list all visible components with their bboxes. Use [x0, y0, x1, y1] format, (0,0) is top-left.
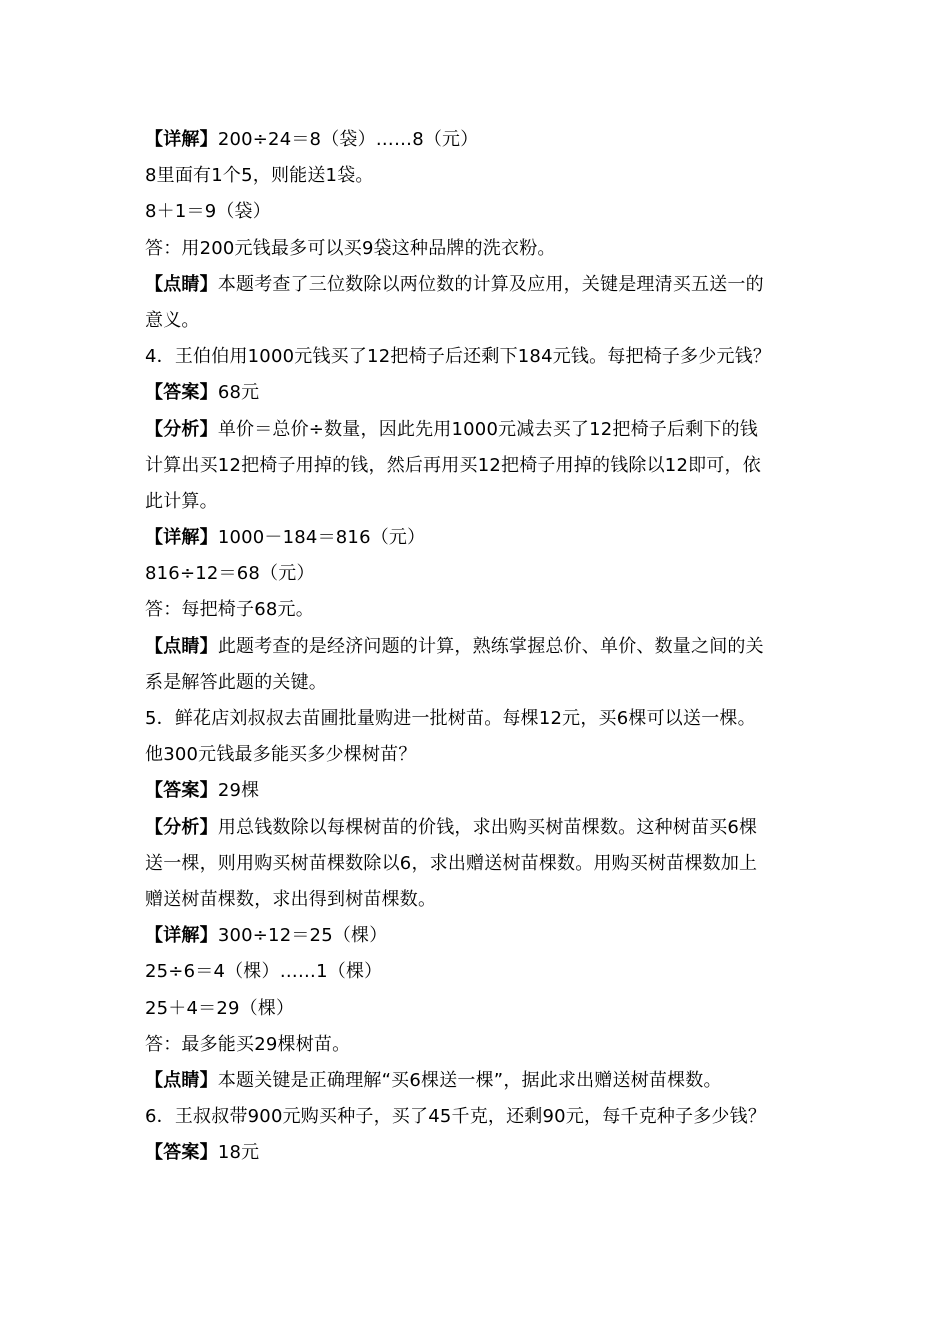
line-text: 意义。: [145, 309, 200, 331]
line-text: 答：用200元钱最多可以买9袋这种品牌的洗衣粉。: [145, 237, 556, 259]
line-text: 300÷12＝25（棵）: [217, 925, 388, 947]
line-text: 25÷6＝4（棵）……1（棵）: [145, 961, 383, 983]
line-text: 此题考查的是经济问题的计算，熟练掌握总价、单价、数量之间的关: [217, 635, 764, 657]
section-label: 【详解】: [145, 925, 218, 947]
line-text: 他300元钱最多能买多少棵树苗？: [145, 744, 417, 766]
line-text: 赠送树苗棵数，求出得到树苗棵数。: [145, 888, 437, 910]
line-text: 答：最多能买29棵树苗。: [145, 1033, 351, 1055]
text-line: [145, 158, 825, 194]
line-text: 本题考查了三位数除以两位数的计算及应用，关键是理清买五送一的: [217, 273, 764, 295]
line-text: 答：每把椅子68元。: [145, 599, 314, 621]
text-line: [145, 592, 825, 628]
question-line: [145, 737, 825, 773]
text-line: [145, 954, 825, 990]
text-line: [145, 773, 825, 809]
text-line: [145, 520, 825, 556]
line-text: 68元: [217, 382, 260, 404]
text-line: [145, 882, 825, 918]
section-label: 【答案】: [145, 780, 218, 802]
line-text: 25＋4＝29（棵）: [145, 997, 295, 1019]
line-text: 816÷12＝68（元）: [145, 563, 315, 585]
line-text: 单价＝总价÷数量，因此先用1000元减去买了12把椅子后剩下的钱: [217, 418, 759, 440]
section-label: 【答案】: [145, 1142, 218, 1164]
text-line: [145, 918, 825, 954]
line-text: 18元: [217, 1142, 260, 1164]
text-line: [145, 629, 825, 665]
text-line: [145, 1027, 825, 1063]
text-line: [145, 122, 825, 158]
text-line: [145, 810, 825, 846]
text-line: [145, 665, 825, 701]
text-line: [145, 231, 825, 267]
text-line: [145, 375, 825, 411]
text-line: [145, 484, 825, 520]
line-text: 送一棵，则用购买树苗棵数除以6，求出赠送树苗棵数。用购买树苗棵数加上: [145, 852, 758, 874]
line-text: 计算出买12把椅子用掉的钱，然后再用买12把椅子用掉的钱除以12即可，依: [145, 454, 761, 476]
text-line: [145, 1135, 825, 1171]
text-line: [145, 556, 825, 592]
text-line: [145, 194, 825, 230]
line-text: 200÷24＝8（袋）……8（元）: [217, 129, 479, 150]
line-text: 此计算。: [145, 490, 218, 512]
line-text: 5．鲜花店刘叔叔去苗圃批量购进一批树苗。每棵12元，买6棵可以送一棵。: [145, 708, 756, 729]
question-line: [145, 701, 825, 737]
section-label: 【点睛】: [145, 1069, 218, 1091]
line-text: 1000－184＝816（元）: [217, 527, 426, 549]
document-content: [145, 122, 825, 1171]
text-line: [145, 267, 825, 303]
text-line: [145, 991, 825, 1027]
question-line: [145, 339, 825, 375]
line-text: 8里面有1个5，则能送1袋。: [145, 165, 374, 187]
line-text: 用总钱数除以每棵树苗的价钱，求出购买树苗棵数。这种树苗买6棵: [217, 816, 758, 838]
text-line: [145, 846, 825, 882]
question-line: [145, 1099, 825, 1135]
text-line: [145, 448, 825, 484]
line-text: 29棵: [217, 780, 260, 802]
line-text: 4．王伯伯用1000元钱买了12把椅子后还剩下184元钱。每把椅子多少元钱？: [145, 346, 772, 368]
section-label: 【点睛】: [145, 273, 218, 295]
section-label: 【点睛】: [145, 635, 218, 657]
section-label: 【详解】: [145, 129, 218, 150]
line-text: 系是解答此题的关键。: [145, 671, 327, 693]
section-label: 【分析】: [145, 816, 218, 838]
section-label: 【答案】: [145, 382, 218, 404]
text-line: [145, 303, 825, 339]
line-text: 本题关键是正确理解“买6棵送一棵”，据此求出赠送树苗棵数。: [217, 1069, 722, 1091]
section-label: 【详解】: [145, 527, 218, 549]
line-text: 6．王叔叔带900元购买种子，买了45千克，还剩90元，每千克种子多少钱？: [145, 1106, 767, 1128]
text-line: [145, 1063, 825, 1099]
line-text: 8＋1＝9（袋）: [145, 201, 271, 223]
section-label: 【分析】: [145, 418, 218, 440]
text-line: [145, 412, 825, 448]
